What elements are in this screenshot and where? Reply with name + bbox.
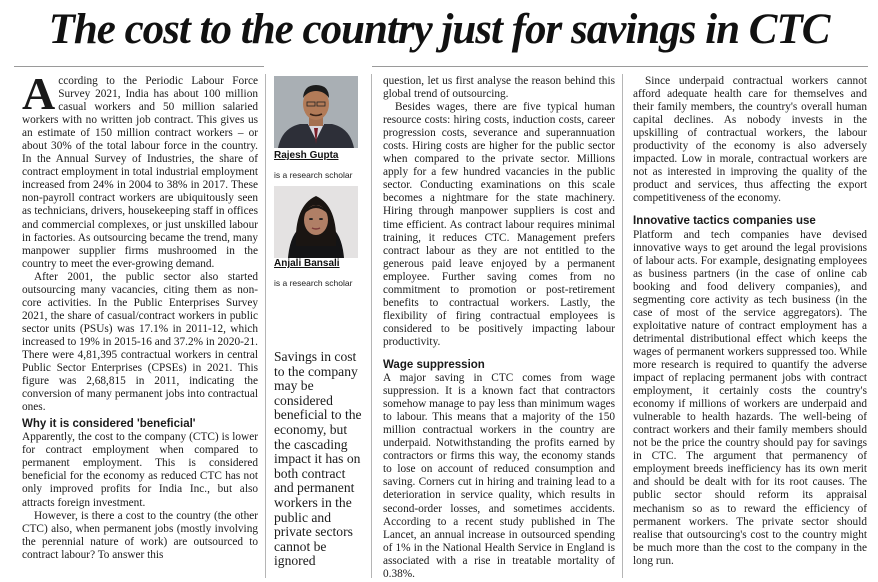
column-divider-3 <box>622 74 623 578</box>
headline: The cost to the country just for savings in CTC <box>48 6 830 53</box>
paragraph: After 2001, the public sector also started outsourcing many vacancies, citing them as non-core activities. In the Public Enterprises Survey 2021, the share of casual/contract workers in public sector units (PSUs) was 17.1% in 2011-12, which increased to 19% in 2015-16 and 37.2% in 2020-21. There were 4,81,395 contractual workers in central Public Sector Enterprises (CPSEs) in 2021. This figure was 2,68,815 in 2011, indicating the conversion of many permanent jobs into contractual ones. <box>22 270 258 414</box>
author-photo-anjali-bansali <box>274 186 358 258</box>
column-divider-2 <box>371 74 372 578</box>
author-name: Rajesh Gupta <box>274 150 339 161</box>
pull-quote: Savings in cost to the company may be considered beneficial to the economy, but the cascading impact it has on both contract and permanent workers in the public and private sectors cannot be ignored <box>274 349 362 569</box>
section-heading: Innovative tactics companies use <box>633 215 816 228</box>
paragraph: A major saving in CTC comes from wage suppression. It is a known fact that contractors somehow manage to pay less than minimum wages to labour. This means that a majority of the 150 million contractual workers in the country are underpaid. Notwithstanding the profits earned by contractors or firms this way, the economy stands to lose on account of reduced consumption and saving. Corners cut in hiring and training lead to a deterioration in service quality, which results in second-order losses, and sometimes accidents. According to a recent study published in The Lancet, an annual increase in outsourced spending of 1% in the National Health Service in England is associated with a rise in treatable mortality of 0.38%. <box>383 372 615 580</box>
author-name: Anjali Bansali <box>274 258 340 269</box>
section-heading: Why it is considered 'beneficial' <box>22 418 196 431</box>
drop-cap: A <box>22 68 56 119</box>
top-rule-right <box>372 66 868 67</box>
paragraph: Besides wages, there are five typical human resource costs: hiring costs, induction costs, career progression costs, severance and superannuation costs. Hiring costs are higher for the public sector when compared to the private sector. Millions apply for a few hundred vacancies in the public sector. Conducting examinations on this scale becomes a nightmare for the state machinery. Hiring through manpower suppliers is cost and time efficient. As contract labour requires minimal training, it reduces CTC. Management prefers contract labour as they are not entitled to the generous paid leave enjoyed by a permanent employee. Further saving comes from no commitment to promotion or post-retirement benefits to contractual workers. Lastly, the flexibility of firing contractual employees is considered to be positively impacting labour productivity. <box>383 101 615 348</box>
column-divider-1 <box>265 74 266 578</box>
article-column-1 <box>22 68 258 562</box>
paragraph: Apparently, the cost to the company (CTC) is lower for contract employment when compared to permanent employment. This is considered beneficial for the economy as reduced CTC has not only improved profits for India Inc., but also attracts foreign investment. <box>22 431 258 509</box>
article-column-3 <box>383 75 615 581</box>
author-role: is a research scholar <box>274 278 353 288</box>
top-rule-left <box>14 66 264 67</box>
author-photo-rajesh-gupta <box>274 76 358 148</box>
paragraph: Platform and tech companies have devised innovative ways to get around the legal provisions of labour acts. For example, designating employees as business partners (in the case of online cab booking and food delivery companies), and segmenting core activity as tech business (in the case of most of the service aggregators). The exploitative nature of contract employment has a detrimental distributional effect which keeps the wages of permanent workers suppressed too. While more research is required to quantify the adverse impact of replacing permanent jobs with contract employment, it certainly costs the country's economy if millions of workers are underpaid and vulnerable to health hazards. The well-being of contract workers and their family members should not be the price the country should pay for savings in CTC. The argument that permanency of employment breeds inefficiency has its own merit and should be dealt with for its root causes. The public sector should reform its appraisal mechanism so as to reward the efficiency of permanent workers. The private sector should realise that outsourcing's cost to the country might be much more than the cost to the company in the long run. <box>633 228 867 567</box>
section-heading: Wage suppression <box>383 358 485 371</box>
author-role: is a research scholar <box>274 170 353 180</box>
paragraph: question, let us first analyse the reason behind this global trend of outsourcing. <box>383 75 615 101</box>
paragraph: Since underpaid contractual workers cannot afford adequate health care for themselves and their family members, the country's overall human capital declines. As nobody invests in the upskilling of contractual workers, the labour productivity of the economy is also adversely impacted. Low in morale, contractual workers are not as interested in improving the quality of the product and services, thus affecting the export competitiveness of the economy. <box>633 75 867 205</box>
paragraph: ccording to the Periodic Labour Force Survey 2021, India has about 100 million casual workers and 50 million salaried workers with no written job contract. This gives us an estimate of 150 million contract workers – or about 30% of the total labour force in the country. In the Annual Survey of Industries, the share of contract employment in total industrial employment increased from 24% in 2004 to 38% in 2017. These non-payroll contract workers are ubiquitously seen as technicians, drivers, housekeeping staff in offices and commercial complexes, or just unskilled labour in factories. As outsourcing became the trend, many manpower supplier firms mushroomed in the country to meet the ever-growing demand. <box>22 75 258 270</box>
paragraph: However, is there a cost to the country (the other CTC) also, when permanent jobs (mostly involving the perennial nature of work) are outsourced to contract labour? To answer this <box>22 509 258 561</box>
article-column-4 <box>633 75 867 568</box>
